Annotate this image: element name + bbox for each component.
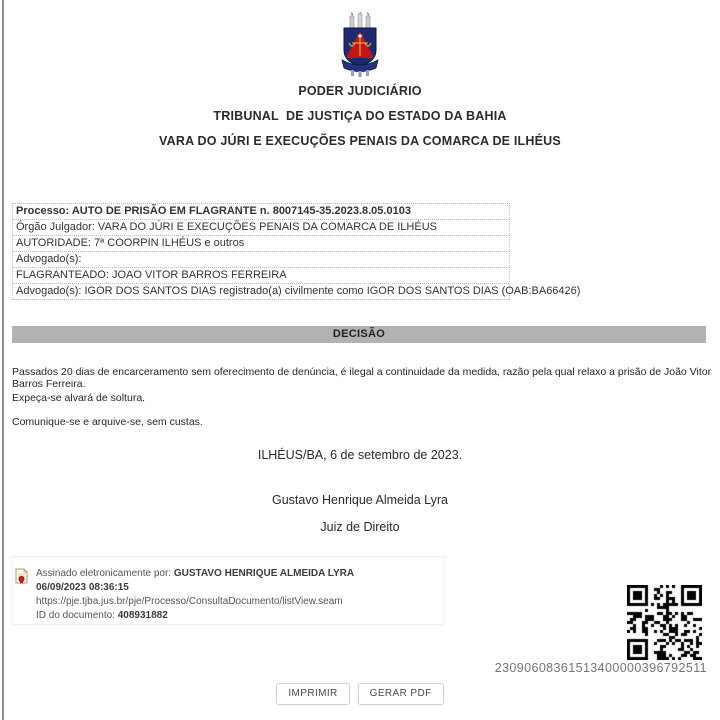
generate-pdf-button[interactable]: GERAR PDF (358, 683, 444, 705)
section-title-bar: DECISÃO (12, 326, 706, 343)
header-vara: VARA DO JÚRI E EXECUÇÕES PENAIS DA COMARCA DE ILHÉUS (159, 134, 561, 148)
process-table-row: Órgão Julgador: VARA DO JÚRI E EXECUÇÕES PENAIS DA COMARCA DE ILHÉUS (13, 220, 509, 236)
dateline: ILHÉUS/BA, 6 de setembro de 2023. (257, 448, 463, 462)
page-left-border (2, 0, 4, 720)
action-buttons (0, 683, 720, 705)
process-table-row: Advogado(s): IGOR DOS SANTOS DIAS registrado(a) civilmente como IGOR DOS SANTOS DIAS (OAB:BA66426) (13, 284, 509, 300)
document-id-line (36, 609, 354, 623)
header-tribunal: TRIBUNAL DE JUSTIÇA DO ESTADO DA BAHIA (213, 109, 507, 123)
process-info-table (12, 203, 581, 300)
signature-datetime: 06/09/2023 08:36:15 (36, 582, 129, 593)
process-table-row: Processo: AUTO DE PRISÃO EM FLAGRANTE n. 8007145-35.2023.8.05.0103 (13, 204, 509, 220)
signed-document-icon (14, 568, 31, 590)
decision-paragraph: Comunique-se e arquive-se, sem custas. (12, 416, 203, 428)
document-id-value: 408931882 (117, 610, 168, 621)
signed-by-line (36, 567, 354, 581)
signature-block (36, 567, 354, 623)
verification-url: https://pje.tjba.jus.br/pje/Processo/ConsultaDocumento/listView.seam (36, 596, 343, 607)
process-table-row: AUTORIDADE: 7ª COORPIN ILHÉUS e outros (13, 236, 509, 252)
process-table-row: Advogado(s): (13, 252, 509, 268)
document-id-label: ID do documento: (36, 610, 118, 621)
judge-name: Gustavo Henrique Almeida Lyra (271, 493, 449, 507)
verification-code-number: 23090608361513400000396792511 (494, 661, 707, 675)
print-button[interactable]: IMPRIMIR (276, 683, 349, 705)
decision-paragraph: Expeça-se alvará de soltura. (12, 392, 146, 404)
signed-by-label: Assinado eletronicamente por: (36, 568, 174, 579)
signed-by-name: GUSTAVO HENRIQUE ALMEIDA LYRA (173, 568, 355, 579)
judge-title: Juiz de Direito (320, 520, 400, 534)
decision-paragraph: Passados 20 dias de encarceramento sem oferecimento de denúncia, é ilegal a continuidade da medida, razão pela qual relaxo a prisão de João Vitor Barros Ferreira. (12, 366, 712, 390)
process-table-row: FLAGRANTEADO: JOAO VITOR BARROS FERREIRA (13, 268, 509, 284)
tjba-coat-of-arms-icon (0, 12, 720, 83)
header-poder-judiciario: PODER JUDICIÁRIO (298, 84, 422, 98)
qr-code-icon (627, 585, 702, 665)
